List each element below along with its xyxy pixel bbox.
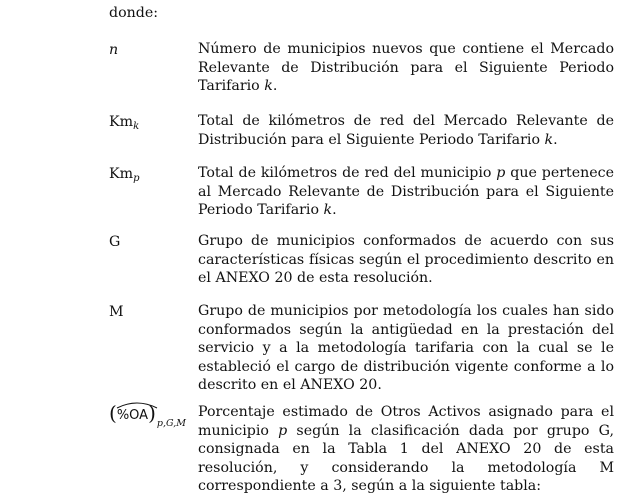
symbol-m: M [109,304,124,320]
symbol-km-k: $Km_k$ [109,114,140,132]
definition-pct-oa-description: Porcentaje estimado de Otros Activos asignado para el municipio p según la clasificación dada por grupo G, consignada en la Tabla 1 del ANEXO 20 de esta resolución, y considerando la metodología M correspondiente a 3, según a la siguiente tabla: [198,404,614,495]
definition-km-p-description: Total de kilómetros de red del municipio p que pertenece al Mercado Relevante de Distribución para el Siguiente Periodo Tarifario k. [198,165,614,219]
definition-m-description: Grupo de municipios por metodología los cuales han sido conformados según la antigüedad en la prestación del servicio y a la metodología tarifaria con la cual se le estableció el cargo de distribución vigente conforme a lo descrito en el ANEXO 20. [198,303,614,394]
symbol-g: G [109,234,121,250]
hat-accent-icon [116,401,158,409]
definition-km-k-description: Total de kilómetros de red del Mercado Relevante de Distribución para el Siguiente Periodo Tarifario k. [198,113,614,148]
definition-g-description: Grupo de municipios conformados de acuerdo con sus características físicas según el procedimiento descrito en el ANEXO 20 de esta resolución. [198,233,614,287]
definition-n-description: Número de municipios nuevos que contiene el Mercado Relevante de Distribución para el Siguiente Periodo Tarifario k. [198,41,614,95]
hat-accent: %OA [117,404,148,423]
intro-text: donde: [109,5,159,21]
symbol-km-p: $Km_p$ [109,166,140,184]
symbol-n: n [109,42,119,58]
symbol-pct-oa: ( $\%OA)_{p,G,M}$ [109,401,186,429]
